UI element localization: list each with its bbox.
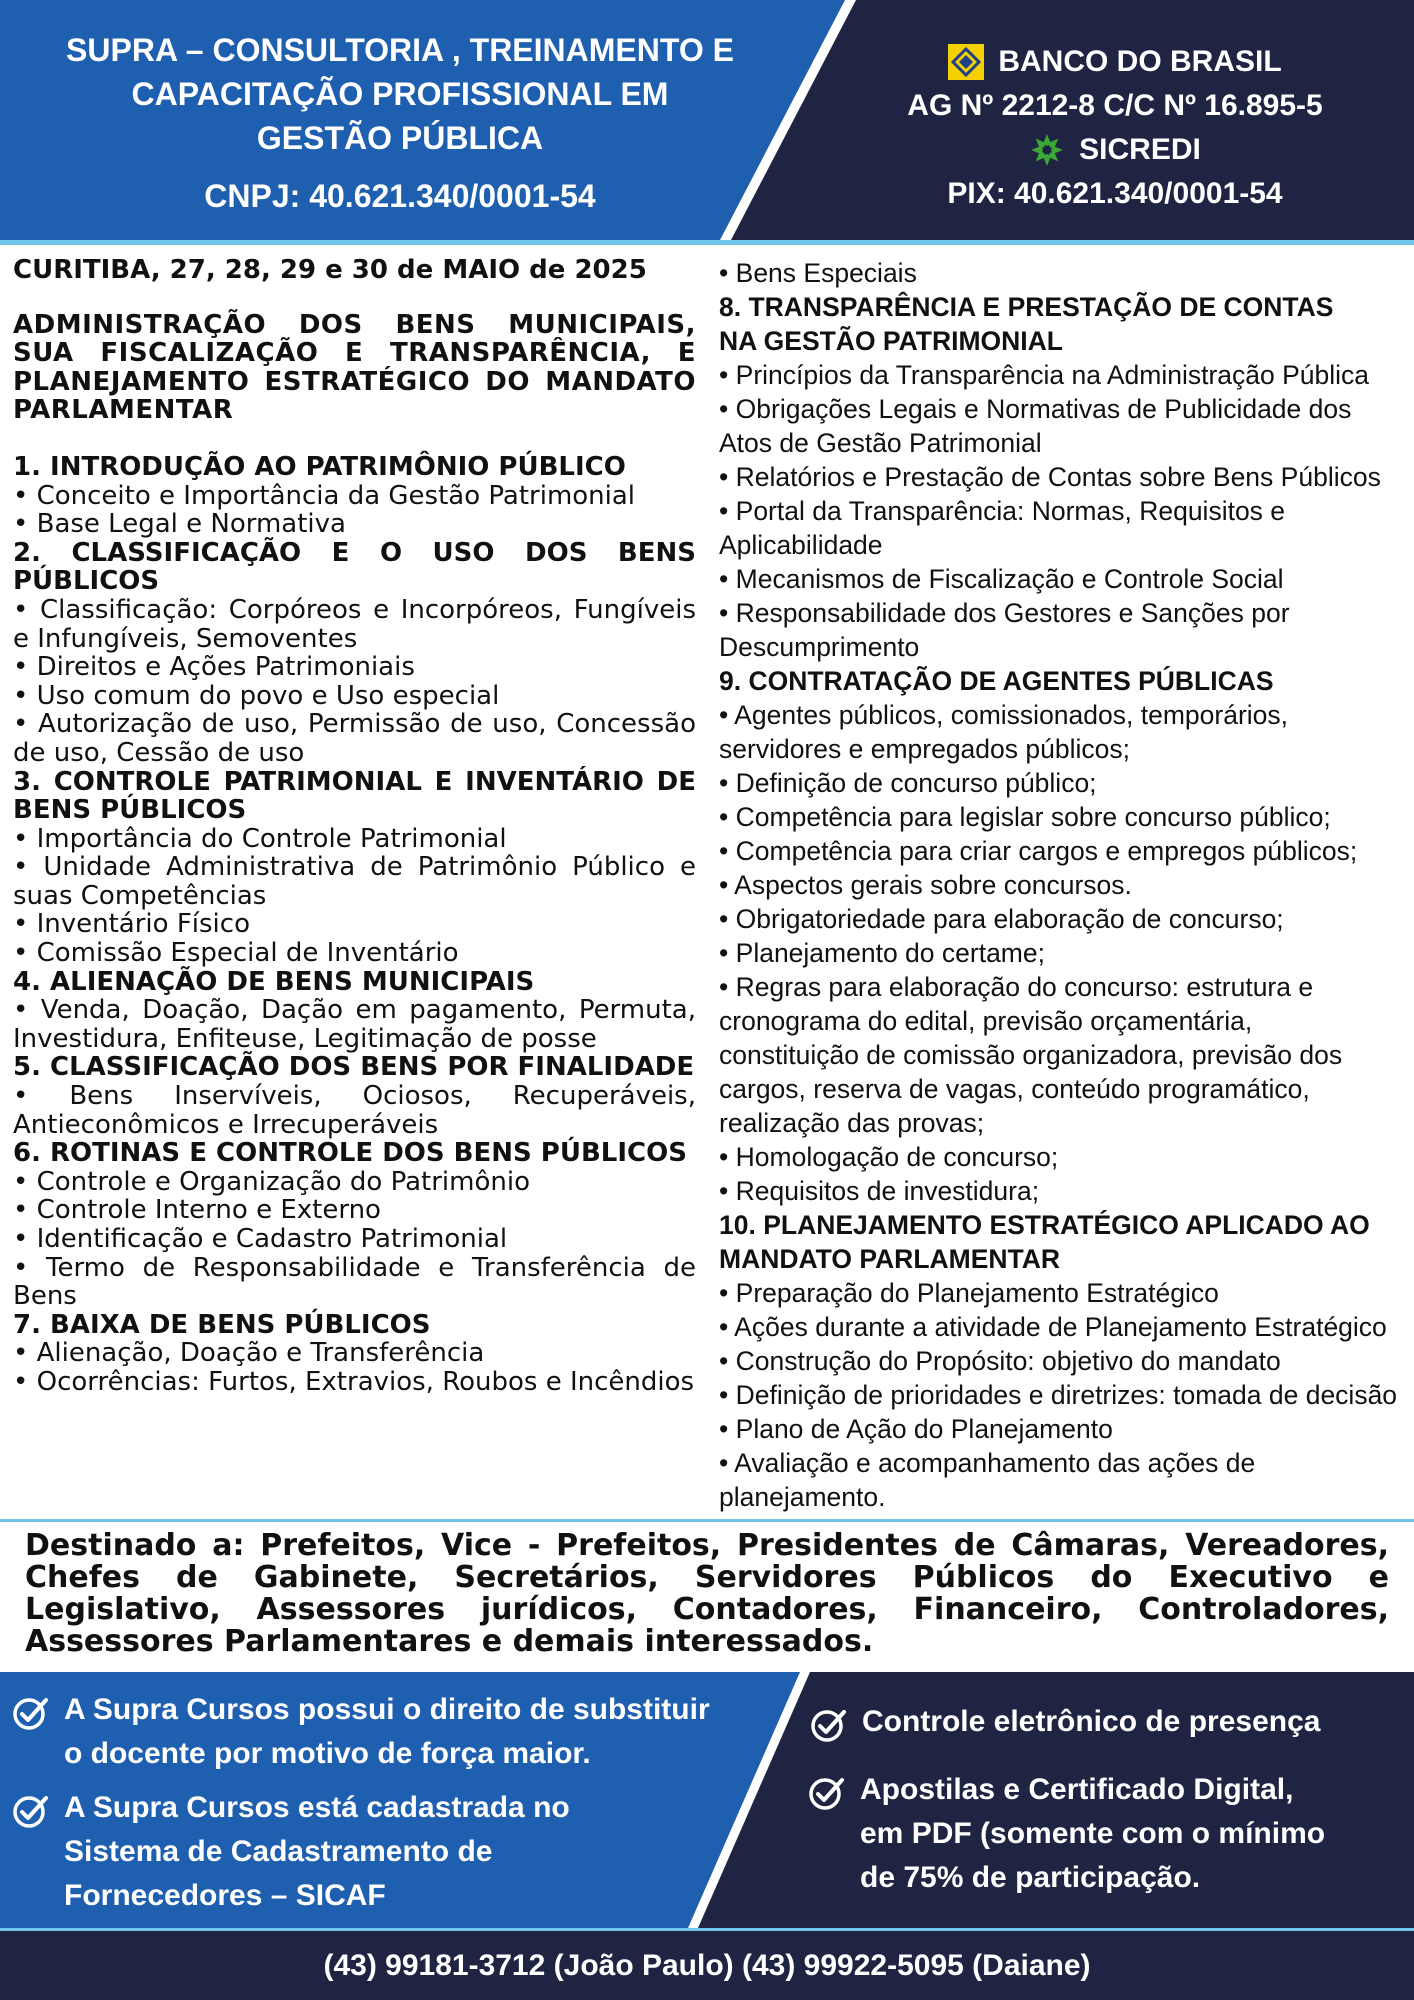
feature-sicaf — [12, 1786, 632, 1918]
topic-item: • Portal da Transparência: Normas, Requisitos e — [719, 496, 1286, 526]
topic-item: • Uso comum do povo e Uso especial — [13, 680, 500, 711]
bank-name: BANCO DO BRASIL — [998, 45, 1282, 78]
topic-item: constituição de comissão organizadora, previsão dos — [719, 1040, 1343, 1070]
feature-text — [860, 1768, 1325, 1900]
bank-block — [830, 40, 1400, 216]
company-name-line-3: GESTÃO PÚBLICA — [256, 120, 544, 156]
banco-do-brasil-logo-icon — [948, 44, 984, 80]
topic-item: • Avaliação e acompanhamento das ações de — [719, 1448, 1256, 1478]
topic-item: • Direitos e Ações Patrimoniais — [13, 652, 415, 683]
topic-item: • Controle e Organização do Patrimônio — [13, 1166, 530, 1197]
topic-item: • Importância do Controle Patrimonial — [13, 823, 507, 854]
section-heading: 5. CLASSIFICAÇÃO DOS BENS POR FINALIDADE — [13, 1052, 695, 1083]
topic-item: • Controle Interno e Externo — [13, 1195, 381, 1226]
section-heading: 2. CLASSIFICAÇÃO E O USO DOS BENS PÚBLICOS — [13, 537, 696, 597]
topic-item: • Conceito e Importância da Gestão Patrimonial — [13, 480, 636, 511]
section-heading: 3. CONTROLE PATRIMONIAL E INVENTÁRIO DE BENS PÚBLICOS — [13, 766, 696, 826]
topic-item: servidores e empregados públicos; — [719, 734, 1130, 764]
section-heading: 7. BAIXA DE BENS PÚBLICOS — [13, 1309, 431, 1340]
topic-item: • Competência para legislar sobre concurso público; — [719, 802, 1331, 832]
topic-item: • Alienação, Doação e Transferência — [13, 1338, 485, 1369]
features-banner — [0, 1672, 1414, 1928]
topic-item: • Definição de prioridades e diretrizes: tomada de decisão — [719, 1380, 1398, 1410]
topic-item: • Termo de Responsabilidade e Transferência de Bens — [13, 1252, 696, 1312]
topic-item: • Bens Inservíveis, Ociosos, Recuperáveis, Antieconômicos e Irrecuperáveis — [13, 1081, 696, 1140]
contact-footer: (43) 99181-3712 (João Paulo) (43) 99922-5095 (Daiane) — [0, 1931, 1414, 2000]
topic-item: • Relatórios e Prestação de Contas sobre Bens Públicos — [719, 462, 1381, 492]
company-cnpj: CNPJ: 40.621.340/0001-54 — [204, 178, 596, 214]
section-heading: 8. TRANSPARÊNCIA E PRESTAÇÃO DE CONTAS — [719, 292, 1334, 322]
check-circle-icon — [12, 1694, 50, 1745]
topic-item: • Homologação de concurso; — [719, 1142, 1059, 1172]
topic-item: • Venda, Doação, Dação em pagamento, Permuta, Investidura, Enfiteuse, Legitimação de posse — [13, 995, 696, 1054]
topic-item: • Inventário Físico — [13, 909, 250, 940]
topic-item: • Identificação e Cadastro Patrimonial — [13, 1224, 508, 1254]
program-left-column — [13, 256, 696, 1397]
company-block — [20, 28, 780, 218]
feature-line: Sistema de Cadastramento de — [64, 1835, 493, 1868]
header-bottom-border — [0, 240, 1414, 245]
topic-item: • Aspectos gerais sobre concursos. — [719, 870, 1132, 900]
topic-item: • Obrigatoriedade para elaboração de concurso; — [719, 904, 1284, 934]
topic-item: • Classificação: Corpóreos e Incorpóreos, Fungíveis e Infungíveis, Semoventes — [13, 594, 696, 654]
topic-item: planejamento. — [719, 1482, 886, 1512]
feature-line: em PDF (somente com o mínimo — [860, 1817, 1326, 1850]
topic-item: • Planejamento do certame; — [719, 938, 1045, 968]
topic-item: • Mecanismos de Fiscalização e Controle Social — [719, 564, 1284, 594]
sicredi-row — [830, 128, 1400, 172]
topic-item: • Construção do Propósito: objetivo do mandato — [719, 1346, 1281, 1376]
topic-item: • Definição de concurso público; — [719, 768, 1097, 798]
left-program-list — [13, 453, 696, 1397]
feature-attendance-control — [810, 1700, 1410, 1757]
section-heading: 10. PLANEJAMENTO ESTRATÉGICO APLICADO AO — [719, 1210, 1370, 1240]
feature-text — [64, 1786, 570, 1918]
check-circle-icon — [808, 1774, 846, 1825]
topic-item: • Ocorrências: Furtos, Extravios, Roubos e Incêndios — [13, 1366, 695, 1397]
company-name-line-1: SUPRA – CONSULTORIA , TREINAMENTO E — [66, 32, 734, 68]
feature-line: Controle eletrônico de presença — [862, 1705, 1321, 1738]
company-name-line-2: CAPACITAÇÃO PROFISSIONAL EM — [131, 76, 669, 112]
feature-line: A Supra Cursos possui o direito de substituir — [64, 1693, 710, 1726]
section-divider — [0, 1519, 1414, 1522]
sicredi-logo-icon — [1029, 132, 1065, 168]
feature-text — [862, 1700, 1320, 1744]
topic-item: • Competência para criar cargos e empregos públicos; — [719, 836, 1358, 866]
feature-line: o docente por motivo de força maior. — [64, 1737, 591, 1770]
target-audience: Destinado a: Prefeitos, Vice - Prefeitos, Presidentes de Câmaras, Vereadores, Chefes de Gabinete, Secretários, Servidores Públicos do Executivo e Legislativo, Assessores jurídicos, Contadores, Financeiro, Controladores, Assessores Parlamentares e demais interessados. — [25, 1528, 1389, 1659]
feature-line: Fornecedores – SICAF — [64, 1879, 386, 1912]
feature-line: A Supra Cursos está cadastrada no — [64, 1791, 570, 1824]
topic-item: • Obrigações Legais e Normativas de Publicidade dos — [719, 394, 1352, 424]
event-location-date: CURITIBA, 27, 28, 29 e 30 de MAIO de 2025 — [13, 255, 647, 285]
sicredi-name: SICREDI — [1079, 133, 1201, 166]
topic-item: • Agentes públicos, comissionados, temporários, — [719, 700, 1289, 730]
program-right-column — [719, 256, 1414, 1514]
pix-key: PIX: 40.621.340/0001-54 — [947, 177, 1283, 210]
section-heading: NA GESTÃO PATRIMONIAL — [719, 326, 1063, 356]
topic-item: • Unidade Administrativa de Patrimônio Público e suas Competências — [13, 852, 696, 911]
topic-item: • Ações durante a atividade de Planejamento Estratégico — [719, 1312, 1387, 1342]
bank-name-row — [830, 40, 1400, 84]
topic-item: • Preparação do Planejamento Estratégico — [719, 1278, 1219, 1308]
topic-item: • Regras para elaboração do concurso: estrutura e — [719, 972, 1314, 1002]
section-heading: 9. CONTRATAÇÃO DE AGENTES PÚBLICAS — [719, 666, 1274, 696]
feature-substitute-teacher — [12, 1688, 752, 1776]
feature-text — [64, 1688, 710, 1776]
topic-item: • Princípios da Transparência na Administração Pública — [719, 360, 1370, 390]
topic-item: cronograma do edital, previsão orçamentária, — [719, 1006, 1253, 1036]
section-heading: 1. INTRODUÇÃO AO PATRIMÔNIO PÚBLICO — [13, 451, 626, 482]
topic-item: realização das provas; — [719, 1108, 985, 1138]
topic-item: • Plano de Ação do Planejamento — [719, 1414, 1113, 1444]
topic-item: • Responsabilidade dos Gestores e Sanções por — [719, 598, 1290, 628]
topic-item: cargos, reserva de vagas, conteúdo programático, — [719, 1074, 1310, 1104]
topic-item: • Comissão Especial de Inventário — [13, 938, 459, 969]
topic-item: • Requisitos de investidura; — [719, 1176, 1040, 1206]
feature-line: de 75% de participação. — [860, 1861, 1201, 1894]
section-heading: 6. ROTINAS E CONTROLE DOS BENS PÚBLICOS — [13, 1138, 687, 1169]
section-heading: 4. ALIENAÇÃO DE BENS MUNICIPAIS — [13, 966, 535, 997]
feature-certificate — [808, 1768, 1408, 1900]
check-circle-icon — [12, 1792, 50, 1843]
topic-item: Descumprimento — [719, 632, 920, 662]
header-banner — [0, 0, 1414, 240]
bank-account: AG Nº 2212-8 C/C Nº 16.895-5 — [907, 89, 1323, 122]
topic-item: Aplicabilidade — [719, 530, 883, 560]
topic-item: • Bens Especiais — [719, 258, 917, 288]
feature-line: Apostilas e Certificado Digital, — [860, 1773, 1294, 1806]
topic-item: • Base Legal e Normativa — [13, 509, 346, 540]
topic-item: Atos de Gestão Patrimonial — [719, 428, 1042, 458]
topic-item: • Autorização de uso, Permissão de uso, Concessão de uso, Cessão de uso — [13, 709, 696, 768]
course-title: ADMINISTRAÇÃO DOS BENS MUNICIPAIS, SUA FISCALIZAÇÃO E TRANSPARÊNCIA, E PLANEJAMENTO ESTRATÉGICO DO MANDATO PARLAMENTAR — [13, 309, 696, 426]
check-circle-icon — [810, 1706, 848, 1757]
section-heading: MANDATO PARLAMENTAR — [719, 1244, 1061, 1274]
right-program-list — [719, 256, 1414, 1514]
